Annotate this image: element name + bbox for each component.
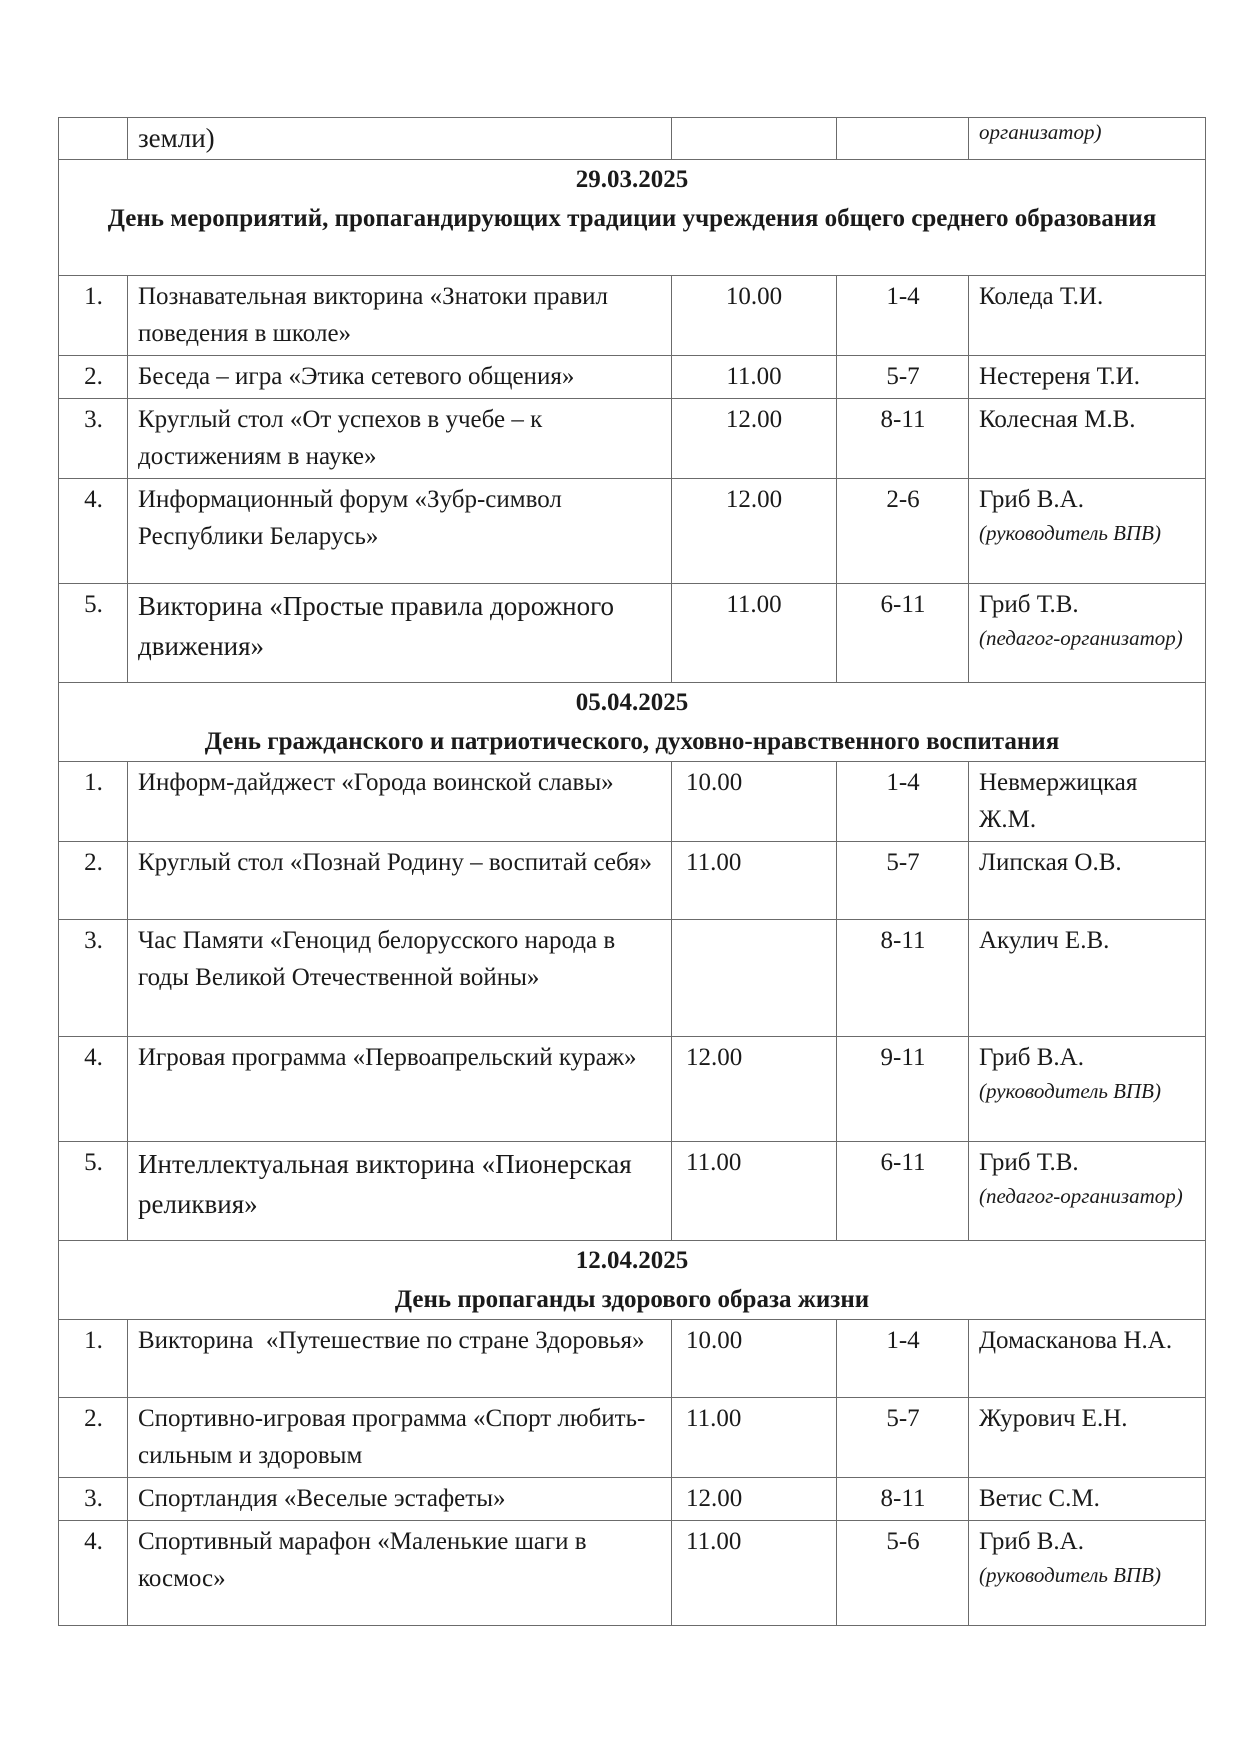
cell-event: Информационный форум «Зубр-символ Республики Беларусь»	[128, 479, 672, 584]
table-row	[59, 762, 1206, 842]
cell-num: 1.	[59, 762, 128, 842]
responsible-name: Журович Е.Н.	[979, 1405, 1128, 1432]
responsible-name: Ветис С.М.	[979, 1485, 1100, 1512]
cell-event: Викторина «Простые правила дорожного движения»	[128, 584, 672, 683]
cell-event: Викторина «Путешествие по стране Здоровья»	[128, 1320, 672, 1398]
responsible-role: (руководитель ВПВ)	[979, 521, 1161, 545]
cell-classes: 1-4	[837, 762, 969, 842]
cell-time: 11.00	[672, 842, 837, 920]
table-row	[59, 1398, 1206, 1478]
responsible-role: (педагог-организатор)	[979, 626, 1183, 650]
cell-classes: 5-7	[837, 842, 969, 920]
cell-responsible	[969, 842, 1206, 920]
cell-num: 3.	[59, 399, 128, 479]
cell-num: 2.	[59, 356, 128, 399]
events-plan-table	[58, 117, 1206, 1626]
cell-event: Спортландия «Веселые эстафеты»	[128, 1478, 672, 1521]
cell-classes: 1-4	[837, 1320, 969, 1398]
table-row	[59, 479, 1206, 584]
table-row	[59, 1478, 1206, 1521]
cell-responsible	[969, 399, 1206, 479]
cell-event: Час Памяти «Геноцид белорусского народа в годы Великой Отечественной войны»	[128, 920, 672, 1037]
cell-time: 11.00	[672, 356, 837, 399]
table-row	[59, 842, 1206, 920]
cell-time: 12.00	[672, 1478, 837, 1521]
cell-time: 11.00	[672, 584, 837, 683]
cell-num: 2.	[59, 1398, 128, 1478]
cell-responsible	[969, 1478, 1206, 1521]
table-row	[59, 584, 1206, 683]
cell-responsible	[969, 1037, 1206, 1142]
cell-time: 10.00	[672, 276, 837, 356]
cell-time: 11.00	[672, 1142, 837, 1241]
cell-time: 12.00	[672, 1037, 837, 1142]
section-header-3	[59, 1241, 1206, 1320]
cell-event: Беседа – игра «Этика сетевого общения»	[128, 356, 672, 399]
cell-event: Интеллектуальная викторина «Пионерская реликвия»	[128, 1142, 672, 1241]
cell-classes: 8-11	[837, 920, 969, 1037]
cell-event: Спортивный марафон «Маленькие шаги в космос»	[128, 1521, 672, 1626]
cell-responsible	[969, 762, 1206, 842]
responsible-role: (руководитель ВПВ)	[979, 1079, 1161, 1103]
cell-responsible	[969, 1521, 1206, 1626]
cell-num: 4.	[59, 1037, 128, 1142]
cell-time: 11.00	[672, 1398, 837, 1478]
table-row-continuation	[59, 118, 1206, 160]
cell-event: Познавательная викторина «Знатоки правил поведения в школе»	[128, 276, 672, 356]
cell-classes: 2-6	[837, 479, 969, 584]
cell-event: Игровая программа «Первоапрельский кураж»	[128, 1037, 672, 1142]
cell-num: 3.	[59, 1478, 128, 1521]
cell-time: 10.00	[672, 762, 837, 842]
cell-responsible	[969, 356, 1206, 399]
responsible-name: Гриб Т.В.	[979, 1149, 1079, 1176]
cell-classes: 5-7	[837, 356, 969, 399]
section-date: 12.04.2025	[575, 1247, 689, 1274]
cell-num: 3.	[59, 920, 128, 1037]
cell-classes: 1-4	[837, 276, 969, 356]
section-header-2	[59, 683, 1206, 762]
responsible-role: (руководитель ВПВ)	[979, 1563, 1161, 1587]
cell-num: 4.	[59, 1521, 128, 1626]
cell-classes: 9-11	[837, 1037, 969, 1142]
section-title: День гражданского и патриотического, духовно-нравственного воспитания	[204, 728, 1060, 755]
cell-responsible	[969, 1320, 1206, 1398]
cell-responsible	[969, 584, 1206, 683]
section-title: День мероприятий, пропагандирующих традиции учреждения общего среднего образования	[107, 205, 1157, 232]
cell-responsible	[969, 118, 1206, 160]
table-row	[59, 1521, 1206, 1626]
cell-event: Круглый стол «От успехов в учебе – к достижениям в науке»	[128, 399, 672, 479]
responsible-name: Липская О.В.	[979, 849, 1122, 876]
cell-event: Спортивно-игровая программа «Спорт любить-сильным и здоровым	[128, 1398, 672, 1478]
cell-num: 4.	[59, 479, 128, 584]
responsible-name: Домасканова Н.А.	[979, 1327, 1173, 1354]
responsible-name: Гриб Т.В.	[979, 591, 1079, 618]
cell-num	[59, 118, 128, 160]
table-row	[59, 1037, 1206, 1142]
cell-classes	[837, 118, 969, 160]
cell-num: 5.	[59, 584, 128, 683]
cell-num: 2.	[59, 842, 128, 920]
cell-classes: 5-6	[837, 1521, 969, 1626]
table-row	[59, 920, 1206, 1037]
section-title: День пропаганды здорового образа жизни	[394, 1286, 870, 1313]
cell-responsible	[969, 1142, 1206, 1241]
cell-classes: 8-11	[837, 399, 969, 479]
responsible-name: Коледа Т.И.	[979, 283, 1104, 310]
cell-responsible	[969, 276, 1206, 356]
section-header-1	[59, 160, 1206, 276]
cell-num: 1.	[59, 276, 128, 356]
table-row	[59, 1142, 1206, 1241]
cell-classes: 5-7	[837, 1398, 969, 1478]
section-date: 29.03.2025	[575, 166, 689, 193]
cell-time: 11.00	[672, 1521, 837, 1626]
table-row	[59, 399, 1206, 479]
cell-responsible	[969, 479, 1206, 584]
cell-event: Информ-дайджест «Города воинской славы»	[128, 762, 672, 842]
responsible-name: Гриб В.А.	[979, 486, 1084, 513]
section-date: 05.04.2025	[575, 689, 689, 716]
cell-time: 12.00	[672, 399, 837, 479]
cell-num: 1.	[59, 1320, 128, 1398]
cell-classes: 6-11	[837, 1142, 969, 1241]
table-row	[59, 356, 1206, 399]
responsible-name: Колесная М.В.	[979, 406, 1136, 433]
table-row	[59, 276, 1206, 356]
responsible-name: Нестереня Т.И.	[979, 363, 1140, 390]
cell-classes: 8-11	[837, 1478, 969, 1521]
responsible-role: организатор)	[979, 120, 1102, 144]
cell-responsible	[969, 1398, 1206, 1478]
cell-time	[672, 118, 837, 160]
cell-time	[672, 920, 837, 1037]
cell-responsible	[969, 920, 1206, 1037]
cell-time: 12.00	[672, 479, 837, 584]
responsible-name: Гриб В.А.	[979, 1044, 1084, 1071]
responsible-name: Акулич Е.В.	[979, 927, 1110, 954]
table-row	[59, 1320, 1206, 1398]
cell-num: 5.	[59, 1142, 128, 1241]
cell-event: Круглый стол «Познай Родину – воспитай себя»	[128, 842, 672, 920]
responsible-role: (педагог-организатор)	[979, 1184, 1183, 1208]
cell-time: 10.00	[672, 1320, 837, 1398]
responsible-name: Невмержицкая Ж.М.	[979, 769, 1138, 833]
cell-classes: 6-11	[837, 584, 969, 683]
responsible-name: Гриб В.А.	[979, 1528, 1084, 1555]
cell-event: земли)	[128, 118, 672, 160]
